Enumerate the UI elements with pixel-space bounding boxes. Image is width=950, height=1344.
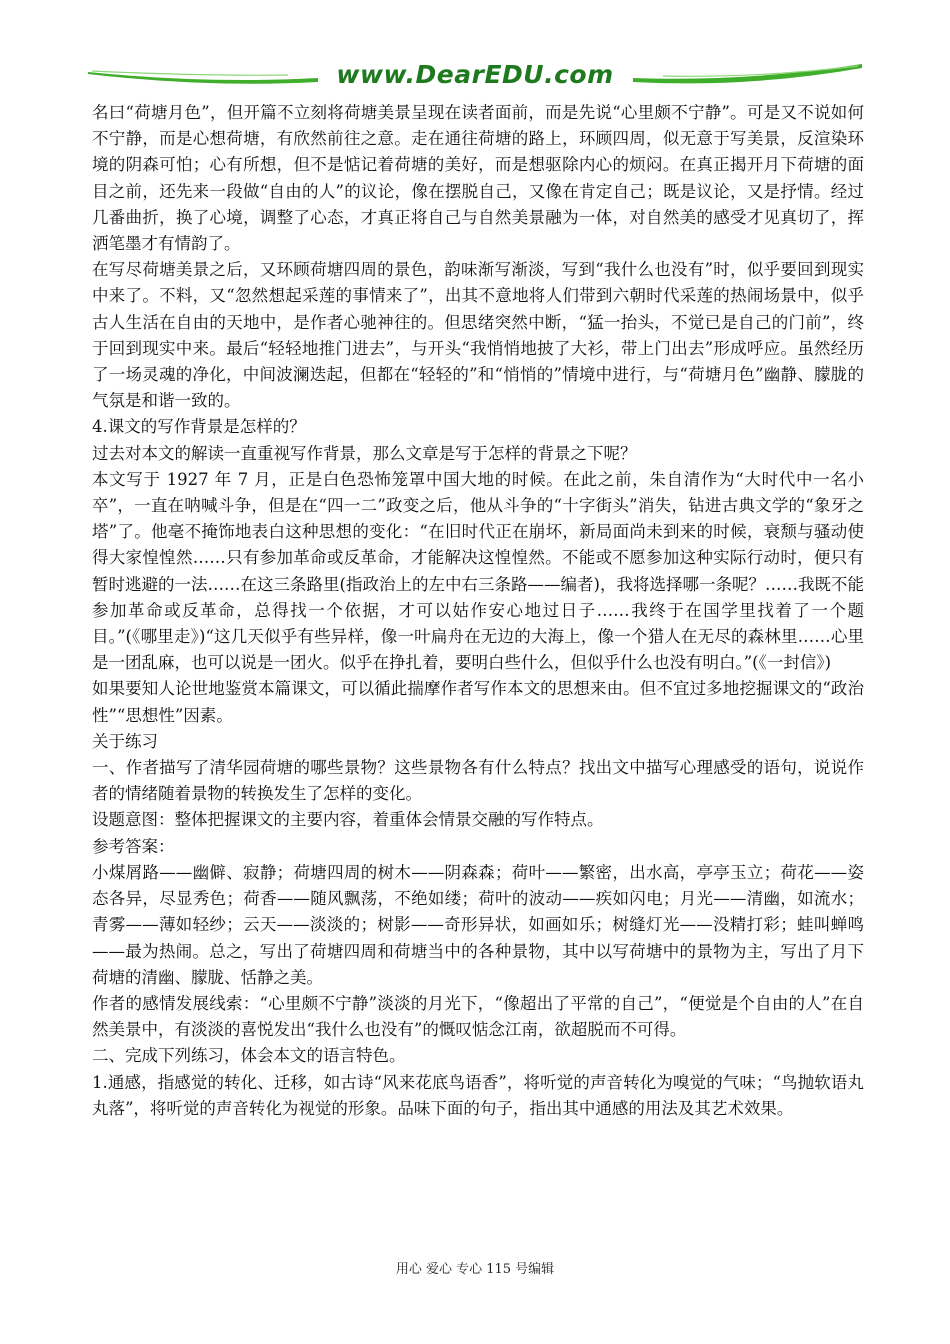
paragraph: 过去对本文的解读一直重视写作背景，那么文章是写于怎样的背景之下呢？	[92, 443, 637, 463]
paragraph: 1.通感，指感觉的转化、迁移，如古诗“风来花底鸟语香”，将听觉的声音转化为嗅觉的气味；“鸟抛软语丸丸落”，将听觉的声音转化为视觉的形象。品味下面的句子，指出其中通感的用法及其艺术效果。	[92, 1072, 864, 1118]
article-body	[92, 100, 864, 1122]
paragraph: 如果要知人论世地鉴赏本篇课文，可以循此揣摩作者写作本文的思想来由。但不宜过多地挖掘课文的“政治性”“思想性”因素。	[92, 679, 864, 725]
site-logo-text[interactable]: www.DearEDU.com	[336, 60, 614, 89]
paragraph: 小煤屑路——幽僻、寂静；荷塘四周的树木——阴森森；荷叶——繁密，出水高，亭亭玉立；荷花——姿态各异，尽显秀色；荷香——随风飘荡，不绝如缕；荷叶的波动——疾如闪电；月光——清幽，如流水；青雾——薄如轻纱；云天——淡淡的；树影——奇形异状，如画如乐；树缝灯光——没精打彩；蛙叫蝉鸣——最为热闹。总之，写出了荷塘四周和荷塘当中的各种景物，其中以写荷塘中的景物为主，写出了月下荷塘的清幽、朦胧、恬静之美。	[92, 862, 864, 987]
paragraph: 名曰“荷塘月色”，但开篇不立刻将荷塘美景呈现在读者面前，而是先说“心里颇不宁静”。可是又不说如何不宁静，而是心想荷塘，有欣然前往之意。走在通往荷塘的路上，环顾四周，似无意于写美景，反渲染环境的阴森可怕；心有所想，但不是惦记着荷塘的美好，而是想驱除内心的烦闷。在真正揭开月下荷塘的面目之前，还先来一段做“自由的人”的议论，像在摆脱自己，又像在肯定自己；既是议论，又是抒情。经过几番曲折，换了心境，调整了心态，才真正将自己与自然美景融为一体，对自然美的感受才见真切了，挥洒笔墨才有情韵了。	[92, 103, 864, 254]
paragraph: 本文写于 1927 年 7 月，正是白色恐怖笼罩中国大地的时候。在此之前，朱自清作为“大时代中一名小卒”，一直在呐喊斗争，但是在“四一二”政变之后，他从斗争的“十字街头”消失，钻进古典文学的“象牙之塔”了。他毫不掩饰地表白这种思想的变化：“在旧时代正在崩坏，新局面尚未到来的时候，衰颓与骚动使得大家惶惶然……只有参加革命或反革命，才能解决这惶惶然。不能或不愿参加这种实际行动时，便只有暂时逃避的一法……在这三条路里(指政治上的左中右三条路——编者)，我将选择哪一条呢？……我既不能参加革命或反革命，总得找一个依据，才可以姑作安心地过日子……我终于在国学里找着了一个题目。”(《哪里走》)“这几天似乎有些异样，像一叶扁舟在无边的大海上，像一个猎人在无尽的森林里……心里是一团乱麻，也可以说是一团火。似乎在挣扎着，要明白些什么，但似乎什么也没有明白。”(《一封信》)	[92, 469, 864, 673]
paragraph: 参考答案：	[92, 836, 175, 856]
section-heading: 4.课文的写作背景是怎样的？	[92, 417, 306, 437]
section-heading: 关于练习	[92, 731, 158, 751]
page-footer: 用心 爱心 专心 115 号编辑	[395, 1262, 555, 1277]
paragraph: 设题意图：整体把握课文的主要内容，着重体会情景交融的写作特点。	[92, 810, 604, 830]
exercise-question: 一、作者描写了清华园荷塘的哪些景物？这些景物各有什么特点？找出文中描写心理感受的语句，说说作者的情绪随着景物的转换发生了怎样的变化。	[92, 758, 864, 804]
exercise-question: 二、完成下列练习，体会本文的语言特色。	[92, 1046, 406, 1066]
paragraph: 作者的感情发展线索：“心里颇不宁静”淡淡的月光下，“像超出了平常的自己”，“便觉是个自由的人”在自然美景中，有淡淡的喜悦发出“我什么也没有”的慨叹惦念江南，欲超脱而不可得。	[92, 993, 864, 1040]
site-header-banner	[88, 58, 862, 98]
paragraph: 在写尽荷塘美景之后，又环顾荷塘四周的景色，韵味渐写渐淡，写到“我什么也没有”时，似乎要回到现实中来了。不料，又“忽然想起采莲的事情来了”，出其不意地将人们带到六朝时代采莲的热闹场景中，似乎古人生活在自由的天地中，是作者心驰神往的。但思绪突然中断，“猛一抬头，不觉已是自己的门前”，终于回到现实中来。最后“轻轻地推门进去”，与开头“我悄悄地披了大衫，带上门出去”形成呼应。虽然经历了一场灵魂的净化，中间波澜迭起，但都在“轻轻的”和“悄悄的”情境中进行，与“荷塘月色”幽静、朦胧的气氛是和谐一致的。	[92, 260, 864, 411]
